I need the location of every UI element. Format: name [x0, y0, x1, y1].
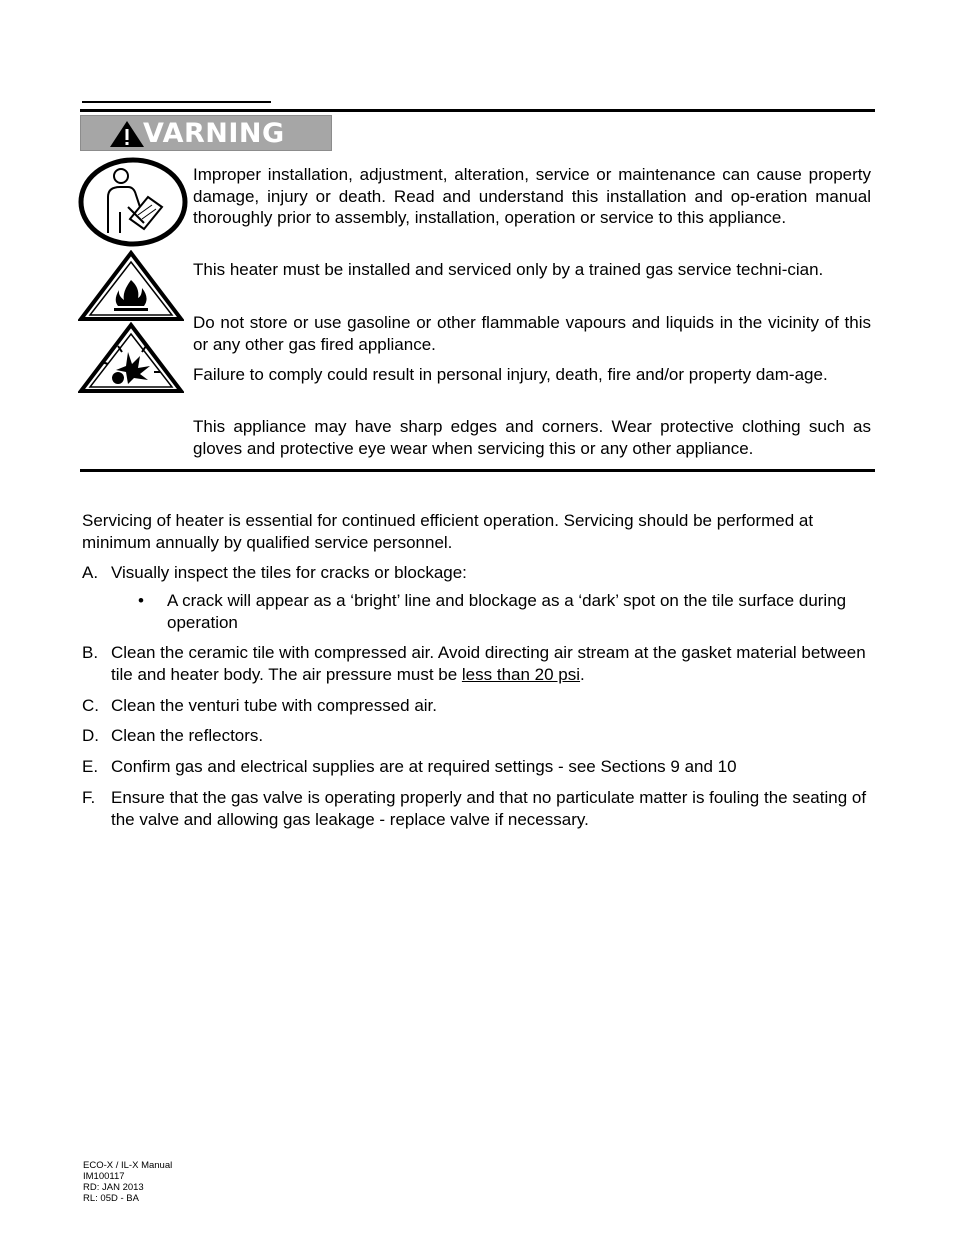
step-letter: A.	[82, 563, 99, 582]
step-text: Clean the reflectors.	[111, 726, 264, 745]
step-text: Confirm gas and electrical supplies are at required settings - see Sections 9 and 10	[111, 757, 737, 776]
step-letter: B.	[82, 643, 99, 662]
header-short-rule	[82, 101, 271, 103]
footer-manual-name: ECO-X / IL-X Manual	[83, 1160, 173, 1171]
step-text	[111, 642, 873, 685]
step-letter: C.	[82, 696, 99, 715]
warning-triangle-icon	[109, 120, 145, 148]
warning-top-rule	[80, 109, 875, 112]
warning-banner-label: VARNING	[143, 118, 285, 149]
document-footer	[83, 1160, 172, 1204]
footer-document-number: IM100117	[83, 1171, 125, 1182]
bullet-text: A crack will appear as a ‘bright’ line and blockage as a ‘dark’ spot on the tile surface during operation	[167, 591, 847, 632]
warning-paragraph-5: This appliance may have sharp edges and corners. Wear protective clothing such as gloves and protective eye wear when servicing this or any other appliance.	[193, 417, 871, 458]
warning-paragraph-4: Failure to comply could result in personal injury, death, fire and/or property dam-age.	[193, 365, 828, 384]
warning-bottom-rule	[80, 469, 875, 472]
pressure-limit: less than 20 psi	[461, 664, 581, 684]
step-text-after: .	[580, 664, 585, 684]
step-letter: F.	[82, 788, 96, 807]
footer-revision-date: RD: JAN 2013	[83, 1182, 144, 1193]
read-manual-icon	[78, 157, 188, 247]
warning-paragraph-1: Improper installation, adjustment, alteration, service or maintenance can cause property damage, injury or death. Read and understand this installation and op-eration manual thoroughly prior to assembly, installation, operation or service to this appliance.	[193, 165, 871, 227]
warning-paragraph-2: This heater must be installed and serviced only by a trained gas service techni-cian.	[193, 260, 824, 279]
explosive-warning-icon	[78, 322, 184, 394]
warning-banner	[80, 115, 332, 151]
footer-revision-level: RL: 05D - BA	[83, 1193, 139, 1204]
step-text: Visually inspect the tiles for cracks or blockage:	[111, 563, 467, 582]
step-letter: E.	[82, 757, 99, 776]
step-text: Clean the venturi tube with compressed air.	[111, 696, 438, 715]
step-letter: D.	[82, 726, 99, 745]
flammable-warning-icon	[78, 250, 184, 322]
servicing-intro: Servicing of heater is essential for continued efficient operation. Servicing should be performed at minimum annually by qualified service personnel.	[82, 511, 814, 552]
step-text-before: Clean the ceramic tile with compressed air. Avoid directing air stream at the gasket material between tile and heater body. The air pressure must be	[111, 643, 866, 684]
warning-paragraph-3: Do not store or use gasoline or other flammable vapours and liquids in the vicinity of this or any other gas fired appliance.	[193, 313, 871, 354]
step-text: Ensure that the gas valve is operating properly and that no particulate matter is fouling the seating of the valve and allowing gas leakage - replace valve if necessary.	[111, 788, 867, 829]
bullet-dot: •	[138, 591, 144, 610]
